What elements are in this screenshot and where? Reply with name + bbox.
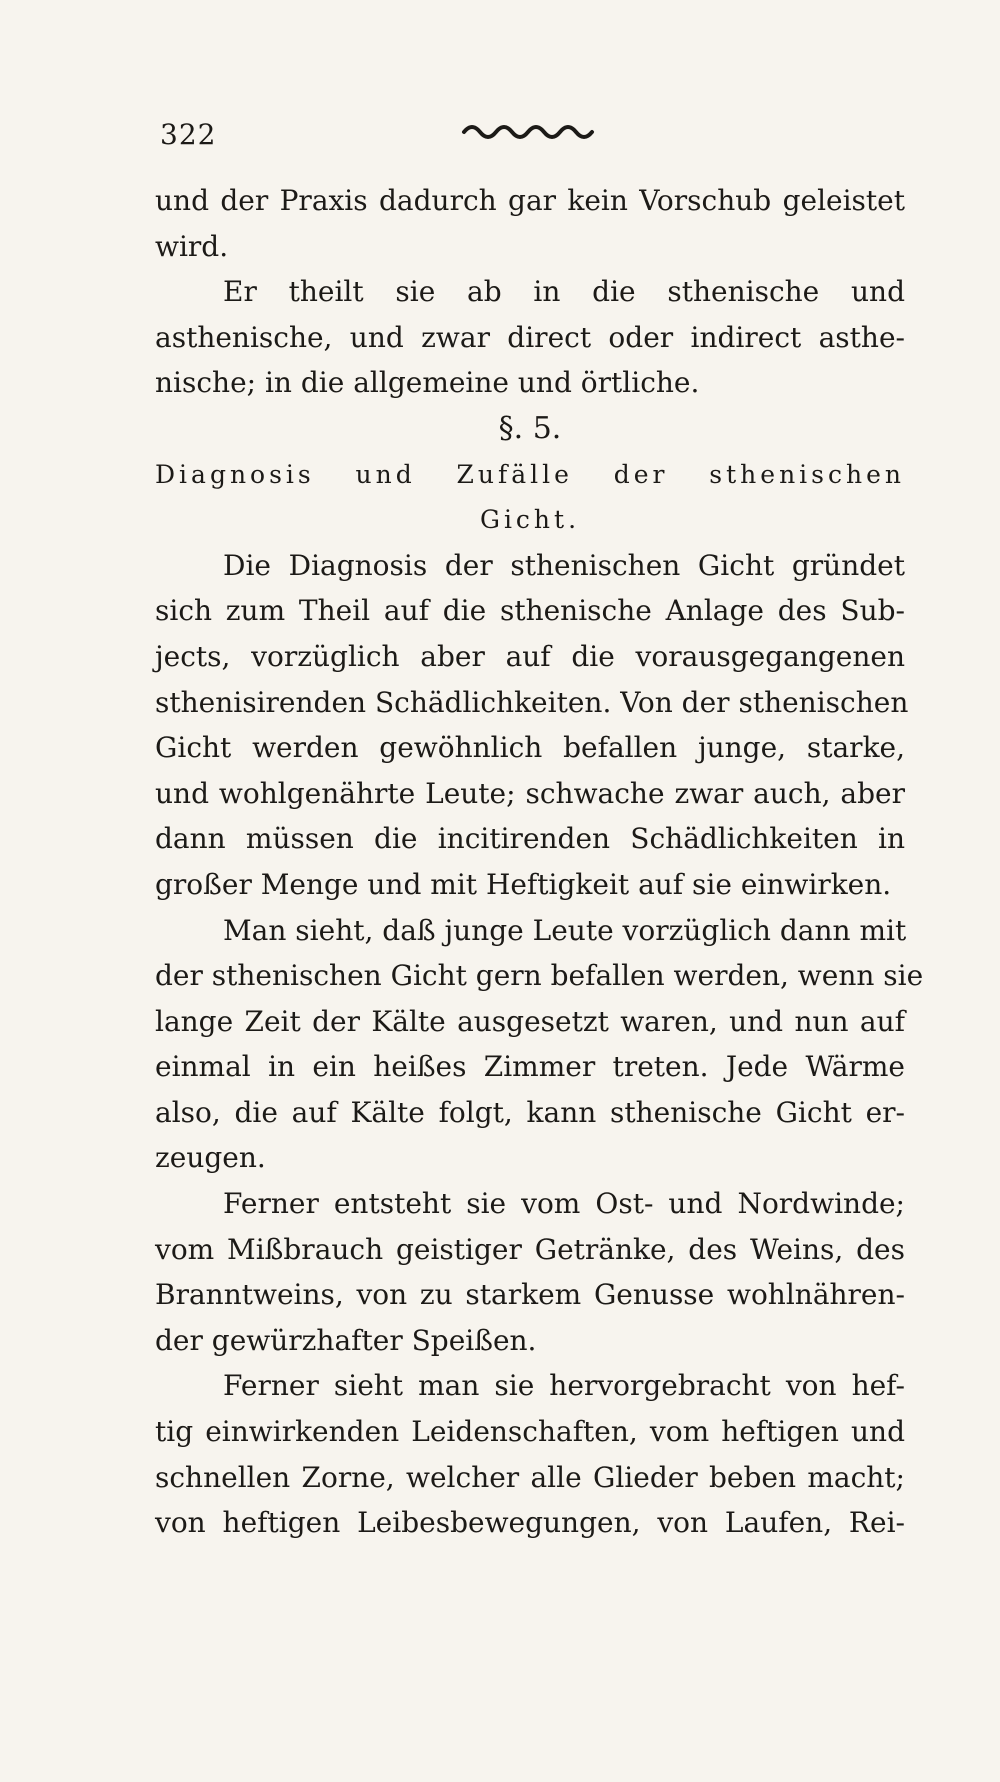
text-line: dann müssen die incitirenden Schädlichkeiten in	[155, 822, 905, 856]
text-line: tig einwirkenden Leidenschaften, vom heftigen und	[155, 1415, 905, 1449]
text-line: lange Zeit der Kälte ausgesetzt waren, und nun auf	[155, 1004, 905, 1038]
text-line: großer Menge und mit Heftigkeit auf sie einwirken.	[155, 867, 892, 901]
text-line: jects, vorzüglich aber auf die vorausgegangenen	[155, 639, 905, 673]
text-line: sthenisirenden Schädlichkeiten. Von der sthenischen	[155, 685, 909, 719]
text-line: von heftigen Leibesbewegungen, von Laufen, Rei-	[155, 1506, 905, 1540]
text-line: Ferner sieht man sie hervorgebracht von hef-	[223, 1369, 905, 1403]
page-header	[160, 118, 900, 158]
text-line: zeugen.	[155, 1141, 266, 1175]
text-line: Branntweins, von zu starkem Genusse wohlnähren-	[155, 1278, 905, 1312]
text-line: asthenische, und zwar direct oder indirect asthe-	[155, 320, 905, 354]
text-line: Die Diagnosis der sthenischen Gicht gründet	[223, 548, 905, 582]
page-number: 322	[160, 118, 217, 151]
text-line: der gewürzhafter Speißen.	[155, 1323, 537, 1357]
text-line: der sthenischen Gicht gern befallen werden, wenn sie	[155, 959, 924, 993]
text-line: und der Praxis dadurch gar kein Vorschub geleistet	[155, 184, 905, 217]
text-line: und wohlgenährte Leute; schwache zwar auch, aber	[155, 776, 905, 810]
text-line: Er theilt sie ab in die sthenische und	[223, 275, 905, 309]
text-line: Ferner entsteht sie vom Ost- und Nordwinde;	[223, 1187, 905, 1221]
text-line: vom Mißbrauch geistiger Getränke, des Weins, des	[155, 1232, 905, 1266]
text-line: sich zum Theil auf die sthenische Anlage des Sub-	[155, 594, 905, 628]
decorative-rule-ornament-icon	[460, 118, 600, 144]
text-line: schnellen Zorne, welcher alle Glieder beben macht;	[155, 1460, 905, 1494]
text-line: einmal in ein heißes Zimmer treten. Jede Wärme	[155, 1050, 905, 1084]
section-heading-continued: Gicht.	[479, 505, 581, 535]
text-line: nische; in die allgemeine und örtliche.	[155, 366, 700, 400]
text-line: also, die auf Kälte folgt, kann sthenische Gicht er-	[155, 1095, 905, 1129]
page-text	[155, 178, 924, 1546]
text-line: wird.	[155, 229, 229, 263]
section-number: §. 5.	[498, 410, 562, 446]
text-line: Man sieht, daß junge Leute vorzüglich dann mit	[223, 913, 907, 947]
text-line: Gicht werden gewöhnlich befallen junge, starke,	[155, 731, 905, 765]
section-heading: Diagnosis und Zufälle der sthenischen	[155, 459, 905, 489]
